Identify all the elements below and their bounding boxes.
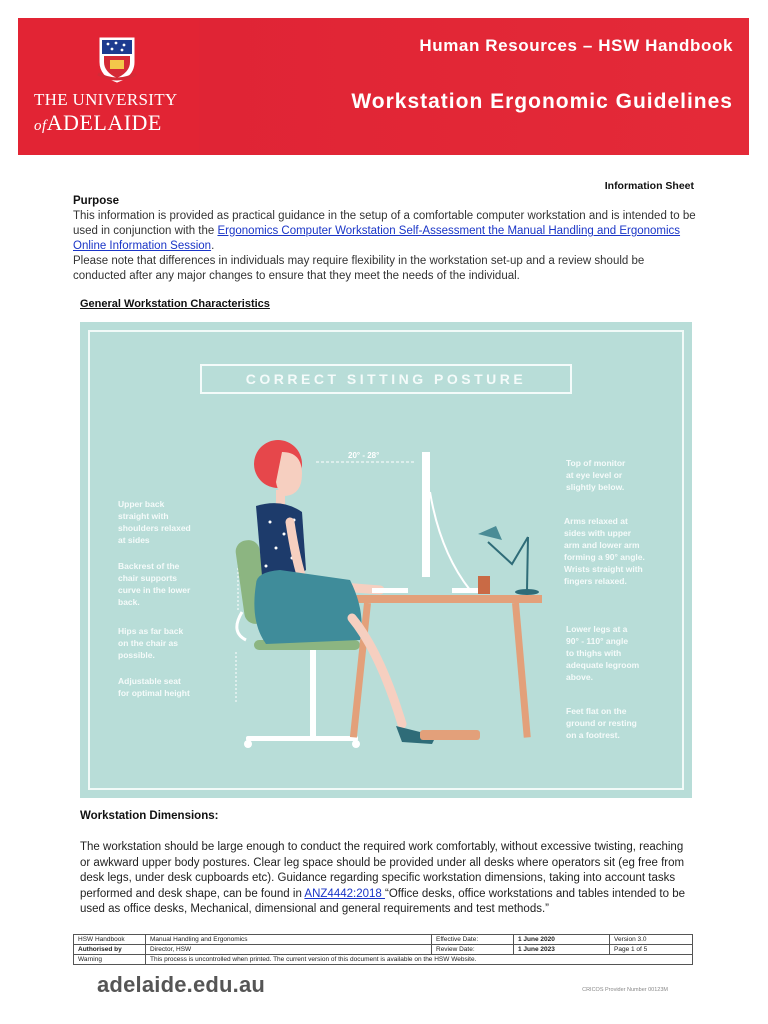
- table-row: [74, 955, 693, 965]
- general-characteristics-heading: General Workstation Characteristics: [80, 298, 270, 310]
- monitor: [422, 452, 482, 593]
- table-cell: Authorised by: [74, 945, 146, 955]
- table-cell: Effective Date:: [432, 935, 514, 945]
- table-cell: This process is uncontrolled when printed. The current version of this document is available on the HSW Website.: [146, 955, 693, 965]
- document-control-table: [73, 934, 693, 965]
- university-adelaide: ADELAIDE: [46, 110, 162, 135]
- anz-standard-link[interactable]: ANZ4442:2018: [304, 887, 385, 900]
- dimensions-text: [80, 840, 690, 918]
- label-backrest: Backrest of the chair supports curve in the lower back.: [118, 561, 191, 607]
- label-seat: Adjustable seat for optimal height: [118, 676, 190, 698]
- label-monitor: Top of monitor at eye level or slightly below.: [566, 458, 626, 492]
- crest-icon: [96, 34, 138, 84]
- dimensions-text-2: “Office desks, office workstations and tables intended to be used as office desks, Mechanical, dimensional and general requirements and test methods.”: [80, 887, 686, 915]
- purpose-heading: Purpose: [73, 195, 120, 207]
- table-cell: Review Date:: [432, 945, 514, 955]
- dimensions-heading: Workstation Dimensions:: [80, 810, 219, 822]
- label-arms: Arms relaxed at sides with upper arm and lower arm forming a 90° angle. Wrists straight with fingers relaxed.: [564, 516, 645, 586]
- university-name-line2: [34, 110, 162, 136]
- table-cell: Page 1 of 5: [610, 945, 693, 955]
- university-name-line1: THE UNIVERSITY: [34, 90, 178, 109]
- handbook-subtitle: Human Resources – HSW Handbook: [419, 36, 733, 55]
- posture-poster: [80, 322, 692, 798]
- table-cell: Warning: [74, 955, 146, 965]
- info-sheet-label: Information Sheet: [604, 180, 694, 192]
- purpose-text-2: .: [211, 240, 215, 252]
- table-cell: 1 June 2020: [514, 935, 610, 945]
- dimensions-text-1: The workstation should be large enough to conduct the required work comfortably, without excessive twisting, reaching or awkward upper body postures. Clear leg space should be provided under all desks where operators sit (eg free from desk legs, under desk cupboards etc). Guidance regarding specific workstation dimensions, taking into account tasks performed and desk shape, can be found in: [80, 841, 685, 900]
- label-legs: Lower legs at a 90° - 110° angle to thighs with adequate legroom above.: [566, 624, 640, 682]
- page-title: Workstation Ergonomic Guidelines: [351, 90, 733, 113]
- label-feet: Feet flat on the ground or resting on a footrest.: [566, 706, 637, 740]
- label-upper-back: Upper back straight with shoulders relaxed at sides: [118, 499, 191, 545]
- university-of: of: [34, 118, 47, 134]
- table-cell: 1 June 2023: [514, 945, 610, 955]
- table-row: [74, 945, 693, 955]
- table-cell: HSW Handbook: [74, 935, 146, 945]
- university-logo[interactable]: [18, 18, 199, 155]
- title-banner: [199, 18, 749, 155]
- label-hips: Hips as far back on the chair as possible.: [118, 626, 184, 660]
- poster-title: CORRECT SITTING POSTURE: [245, 371, 527, 387]
- purpose-text-3: Please note that differences in individuals may require flexibility in the workstation set-up and a review should be conducted after any major changes to ensure that they meet the needs of the individual.: [73, 255, 645, 282]
- website-url[interactable]: adelaide.edu.au: [97, 972, 266, 997]
- purpose-text: [73, 209, 698, 284]
- angle-label: 20° - 28°: [348, 451, 380, 460]
- table-cell: Version 3.0: [610, 935, 693, 945]
- cricos-number: CRICOS Provider Number 00123M: [582, 987, 668, 993]
- self-assessment-link[interactable]: Ergonomics Computer Workstation Self-Assessment the Manual Handling and Ergonomics Online Information Session: [73, 225, 681, 252]
- page-header: [18, 18, 749, 155]
- purpose-text-1: This information is provided as practical guidance in the setup of a comfortable computer workstation and is intended to be used in conjunction with the: [73, 210, 696, 237]
- woman-figure: [254, 440, 480, 744]
- table-cell: Director, HSW: [146, 945, 432, 955]
- table-cell: Manual Handling and Ergonomics: [146, 935, 432, 945]
- table-row: [74, 935, 693, 945]
